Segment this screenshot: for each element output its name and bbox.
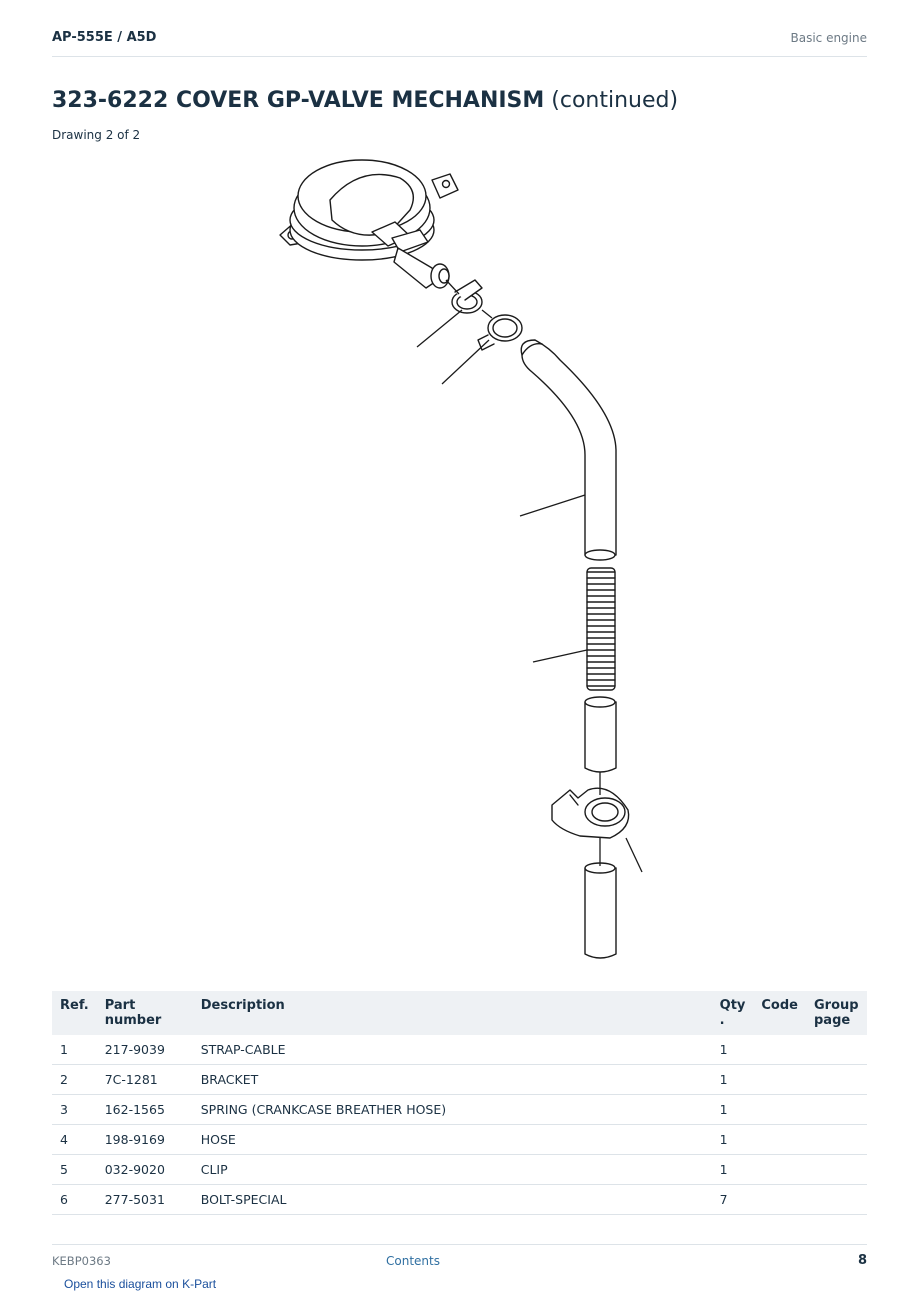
cell-group-page: [806, 1185, 867, 1215]
cell-description: BOLT-SPECIAL: [193, 1185, 712, 1215]
table-row: [52, 1065, 867, 1095]
cell-group-page: [806, 1155, 867, 1185]
cell-group-page: [806, 1065, 867, 1095]
cell-code: [753, 1065, 806, 1095]
cell-ref: 6: [52, 1185, 97, 1215]
table-row: [52, 1125, 867, 1155]
cell-part-number: 198-9169: [97, 1125, 193, 1155]
cell-code: [753, 1155, 806, 1185]
document-id: KEBP0363: [52, 1254, 111, 1268]
cell-description: STRAP-CABLE: [193, 1035, 712, 1065]
table-header-row: [52, 991, 867, 1035]
open-kpart-link[interactable]: Open this diagram on K-Part: [64, 1277, 217, 1291]
valve-cover-part: [280, 160, 458, 288]
cell-qty: 1: [712, 1035, 754, 1065]
cell-ref: 2: [52, 1065, 97, 1095]
cell-qty: 7: [712, 1185, 754, 1215]
cell-qty: 1: [712, 1155, 754, 1185]
table-row: [52, 1035, 867, 1065]
hose-part: [521, 340, 616, 560]
header-code: Code: [753, 991, 806, 1035]
page-number: 8: [857, 1253, 867, 1268]
cell-code: [753, 1185, 806, 1215]
parts-table: [52, 991, 867, 1215]
cell-qty: 1: [712, 1095, 754, 1125]
cell-group-page: [806, 1095, 867, 1125]
cell-ref: 3: [52, 1095, 97, 1125]
clip-part: [452, 280, 482, 313]
header-ref: Ref.: [52, 991, 97, 1035]
spring-part: [587, 568, 615, 690]
header-description: Description: [193, 991, 712, 1035]
table-row: [52, 1185, 867, 1215]
page-title: [52, 88, 678, 113]
cell-ref: 5: [52, 1155, 97, 1185]
cell-description: BRACKET: [193, 1065, 712, 1095]
contents-link[interactable]: Contents: [386, 1254, 440, 1268]
cell-qty: 1: [712, 1125, 754, 1155]
title-main: 323-6222 COVER GP-VALVE MECHANISM: [52, 88, 545, 113]
exploded-view-drawing: [260, 150, 680, 970]
cell-description: HOSE: [193, 1125, 712, 1155]
cell-part-number: 032-9020: [97, 1155, 193, 1185]
cell-group-page: [806, 1035, 867, 1065]
cell-code: [753, 1095, 806, 1125]
cell-part-number: 162-1565: [97, 1095, 193, 1125]
table-row: [52, 1095, 867, 1125]
parts-diagram: [260, 150, 680, 970]
model-label: AP-555E / A5D: [52, 30, 157, 45]
cell-code: [753, 1125, 806, 1155]
cell-qty: 1: [712, 1065, 754, 1095]
cell-code: [753, 1035, 806, 1065]
header-group-page: Group page: [806, 991, 867, 1035]
page-header: [52, 28, 867, 57]
cell-part-number: 7C-1281: [97, 1065, 193, 1095]
cell-group-page: [806, 1125, 867, 1155]
title-suffix: (continued): [551, 88, 679, 113]
hose-segment-part: [585, 697, 616, 772]
cell-description: CLIP: [193, 1155, 712, 1185]
cell-ref: 4: [52, 1125, 97, 1155]
lower-hose-part: [585, 863, 616, 958]
bracket-part: [552, 788, 629, 838]
cell-part-number: 277-5031: [97, 1185, 193, 1215]
section-label: Basic engine: [790, 31, 867, 45]
header-part-number: Part number: [97, 991, 193, 1035]
page-footer: [52, 1244, 867, 1275]
cell-part-number: 217-9039: [97, 1035, 193, 1065]
header-qty: Qty .: [712, 991, 754, 1035]
table-row: [52, 1155, 867, 1185]
cell-ref: 1: [52, 1035, 97, 1065]
cell-description: SPRING (CRANKCASE BREATHER HOSE): [193, 1095, 712, 1125]
drawing-subtitle: Drawing 2 of 2: [52, 128, 141, 142]
